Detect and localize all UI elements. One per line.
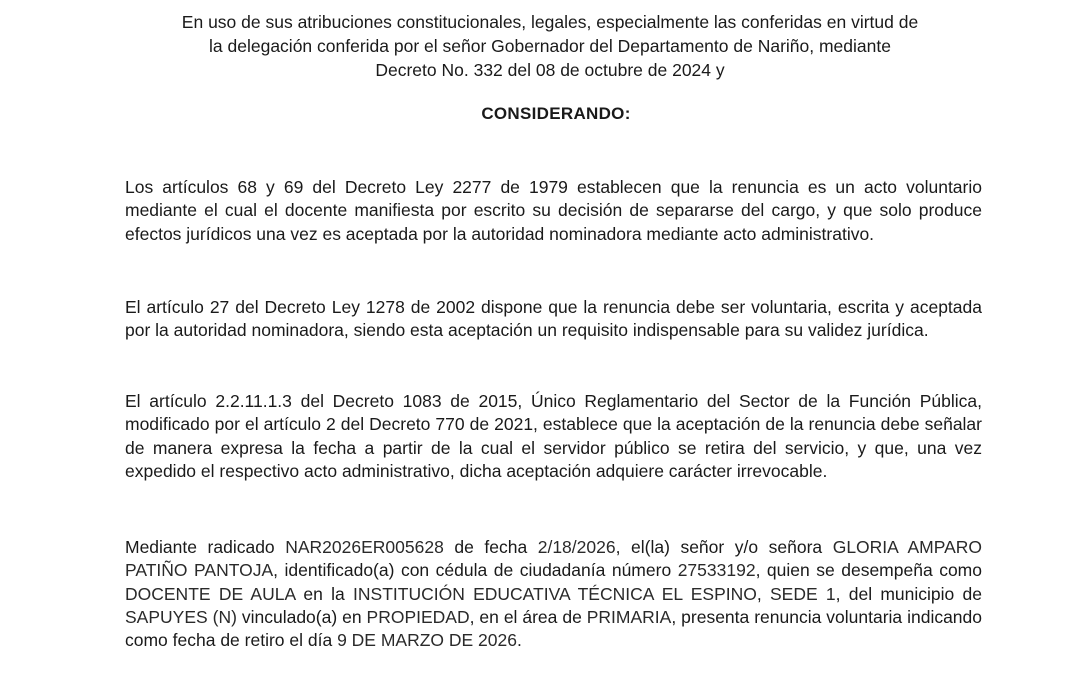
text-segment: , del municipio de [835, 583, 982, 604]
text-segment: Mediante radicado [125, 537, 286, 557]
id-number: 27533192 [677, 560, 756, 581]
retirement-date: 9 DE MARZO DE 2026 [337, 630, 517, 651]
intro-line-1: En uso de sus atribuciones constitucionales, legales, especialmente las conferidas en virtud de [181, 12, 919, 32]
text-segment: , quien se desempeña como [755, 560, 982, 581]
text-segment: , en el área de [469, 606, 587, 627]
considerando-heading: CONSIDERANDO: [481, 104, 631, 123]
text-segment: . [516, 630, 522, 651]
intro-statement [110, 10, 990, 82]
text-segment: de fecha [443, 537, 538, 557]
campus-name: SEDE 1 [769, 583, 836, 604]
intro-line-2: la delegación conferida por el señor Gobernador del Departamento de Nariño, mediante [209, 36, 891, 56]
employment-type: PROPIEDAD [366, 606, 470, 627]
radicado-number: NAR2026ER005628 [285, 537, 444, 557]
paragraph-decreto-1083: El artículo 2.2.11.1.3 del Decreto 1083 de 2015, Único Reglamentario del Sector de la Función Pública, modificado por el artículo 2 del Decreto 770 de 2021, establece que la aceptación de la renuncia debe señalar de manera expresa la fecha a partir de la cual el servidor público se retira del servicio, y que, una vez expedido el respectivo acto administrativo, dicha aceptación adquiere carácter irrevocable. [125, 391, 982, 481]
text-segment: , identificado(a) con cédula de ciudadanía número [273, 560, 678, 581]
municipality: SAPUYES (N) [125, 606, 237, 627]
text-segment: , [756, 583, 770, 604]
filing-date: 2/18/2026 [537, 537, 616, 557]
institution-name: INSTITUCIÓN EDUCATIVA TÉCNICA EL ESPINO [353, 583, 757, 604]
text-segment: , presenta renuncia voluntaria indicando como fecha de retiro el día [125, 606, 983, 651]
teacher-name: GLORIA AMPARO PATIÑO PANTOJA [125, 537, 982, 581]
text-segment: vinculado(a) en [236, 606, 367, 627]
intro-line-3: Decreto No. 332 del 08 de octubre de 2024 y [375, 60, 725, 80]
paragraph-resignation [125, 536, 982, 652]
position-title: DOCENTE DE AULA [125, 583, 296, 604]
paragraph-decreto-1278: El artículo 27 del Decreto Ley 1278 de 2002 dispone que la renuncia debe ser voluntaria, escrita y aceptada por la autoridad nominadora, siendo esta aceptación un requisito indispensable para su validez jurídica. [125, 297, 982, 341]
teaching-area: PRIMARIA [586, 606, 672, 627]
text-segment: , el(la) señor y/o señora [615, 537, 833, 557]
paragraph-decreto-2277: Los artículos 68 y 69 del Decreto Ley 2277 de 1979 establecen que la renuncia es un acto voluntario mediante el cual el docente manifiesta por escrito su decisión de separarse del cargo, y que solo produce efectos jurídicos una vez es aceptada por la autoridad nominadora mediante acto administrativo. [125, 177, 982, 244]
text-segment: en la [295, 583, 354, 604]
